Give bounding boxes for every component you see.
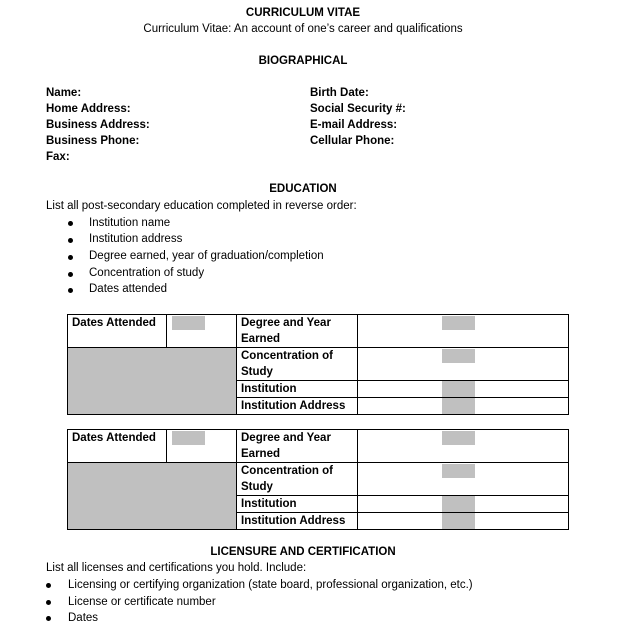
bullet-icon (46, 583, 51, 588)
licensure-bullet-item: Licensing or certifying organization (state board, professional organization, etc.) (68, 579, 473, 591)
institution-address-label: Institution Address (237, 398, 358, 415)
concentration-label: Concentration of Study (237, 348, 358, 381)
shaded-block (68, 348, 237, 415)
institution-field[interactable] (358, 381, 569, 398)
education-bullet-item: Institution name (89, 217, 171, 229)
degree-year-label: Degree and Year Earned (237, 315, 358, 348)
document-subtitle: Curriculum Vitae: An account of one’s career and qualifications (143, 23, 463, 35)
education-bullet-item: Dates attended (89, 283, 168, 295)
education-table (67, 314, 569, 415)
document-title: CURRICULUM VITAE (245, 7, 361, 19)
cellular-phone-label: Cellular Phone: (310, 135, 395, 147)
business-address-label: Business Address: (46, 119, 150, 131)
institution-label: Institution (237, 381, 358, 398)
bullet-icon (68, 255, 73, 260)
licensure-bullet-item: Dates (68, 612, 99, 624)
concentration-label: Concentration of Study (237, 463, 358, 496)
bullet-icon (68, 288, 73, 293)
institution-address-label: Institution Address (237, 513, 358, 530)
education-bullet-item: Degree earned, year of graduation/completion (89, 250, 324, 262)
bullet-icon (46, 600, 51, 605)
birth-date-label: Birth Date: (310, 87, 369, 99)
social-security-label: Social Security #: (310, 103, 406, 115)
licensure-bullet-item: License or certificate number (68, 596, 216, 608)
shaded-block (68, 463, 237, 530)
education-bullet-item: Institution address (89, 233, 183, 245)
education-heading: EDUCATION (269, 183, 337, 195)
degree-year-field[interactable] (358, 315, 569, 348)
education-bullet-item: Concentration of study (89, 267, 205, 279)
fax-label: Fax: (46, 151, 70, 163)
bullet-icon (68, 272, 73, 277)
business-phone-label: Business Phone: (46, 135, 140, 147)
licensure-heading: LICENSURE AND CERTIFICATION (210, 546, 396, 558)
bullet-icon (68, 221, 73, 226)
concentration-field[interactable] (358, 348, 569, 381)
education-intro: List all post-secondary education completed in reverse order: (46, 200, 357, 212)
biographical-heading: BIOGRAPHICAL (258, 55, 348, 67)
dates-attended-label: Dates Attended (68, 315, 167, 348)
licensure-intro: List all licenses and certifications you hold. Include: (46, 562, 307, 574)
dates-attended-field[interactable] (167, 315, 237, 348)
institution-field[interactable] (358, 496, 569, 513)
education-table (67, 429, 569, 530)
institution-address-field[interactable] (358, 513, 569, 530)
name-label: Name: (46, 87, 82, 99)
bullet-icon (68, 238, 73, 243)
concentration-field[interactable] (358, 463, 569, 496)
dates-attended-field[interactable] (167, 430, 237, 463)
degree-year-label: Degree and Year Earned (237, 430, 358, 463)
degree-year-field[interactable] (358, 430, 569, 463)
institution-address-field[interactable] (358, 398, 569, 415)
home-address-label: Home Address: (46, 103, 131, 115)
institution-label: Institution (237, 496, 358, 513)
email-address-label: E-mail Address: (310, 119, 398, 131)
dates-attended-label: Dates Attended (68, 430, 167, 463)
bullet-icon (46, 616, 51, 621)
